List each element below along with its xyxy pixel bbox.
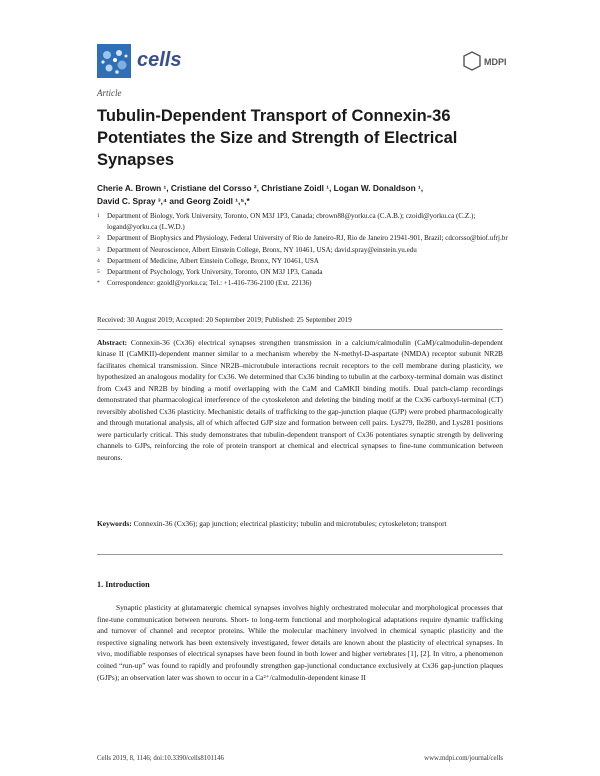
keywords <box>97 518 503 529</box>
intro-paragraph: Synaptic plasticity at glutamatergic chemical synapses involves highly orchestrated molecular and morphological processes that fine-tune communication between neurons. Short- to long-term functional and morphological adaptations require dynamic trafficking and turnover of channel and receptor proteins. While the molecular machinery involved in chemical synaptic plasticity and the respective signaling network has been extensively investigated, fewer details are known about the plasticity of electrical synapses. In vivo, modifiable responses of electrical synapses have been found in both lower and higher vertebrates [1], [2]. In vitro, a phenomenon coined “run-up” was found to rapidly and profoundly strengthen gap-junctional conductance exclusively at Cx36 gap-junction plaques (GJPs); an observation later was shown to occur in a Ca²⁺/calmodulin-dependent kinase II <box>97 603 503 682</box>
article-title: Tubulin-Dependent Transport of Connexin-36 Potentiates the Size and Strength of Electrical Synapses <box>97 107 458 169</box>
abstract-text: Connexin-36 (Cx36) electrical synapses strengthen transmission in a calcium/calmodulin (CaM)/calmodulin-dependent kinase II (CaMKII)-dependent manner similar to a mechanism whereby the N-methyl-D-aspartate (NMDA) receptor subunit NR2B facilitates chemical transmission. Since NR2B–microtubule interactions recruit receptors to the cell membrane during plasticity, we hypothesized an analogous modality for Cx36. We determined that Cx36 binding to tubulin at the carboxy-terminal domain was distinct from Cx43 and NR2B by binding a motif overlapping with the CaM and CaMKII binding motifs. Dual patch-clamp recordings demonstrated that pharmacological interference of the cytoskeleton and deleting the binding motif at the Cx36 carboxyl-terminal (CT) reversibly abolished Cx36 plasticity. Mechanistic details of trafficking to the gap-junction plaque (GJP) were probed pharmacologically and through mutational analysis, all of which affected GJP size and formation between cell pairs. Lys279, Ile280, and Lys281 positions were particularly critical. This study demonstrates that tubulin-dependent transport of Cx36 potentiates synaptic strength by delivering channels to GJPs, reinforcing the role of protein transport at chemical and electrical synapses to fine-tune communication between neurons. <box>97 338 504 462</box>
affiliation-number: 3 <box>97 246 100 253</box>
authors-line: David C. Spray ³,⁴ and Georg Zoidl ¹,⁵,* <box>97 196 250 206</box>
affiliation-text: Department of Psychology, York University, Toronto, ON M3J 1P3, Canada <box>107 268 323 277</box>
journal-logo-icon <box>97 44 131 78</box>
article-type-label: Article <box>97 88 122 98</box>
affiliation-item <box>97 233 517 244</box>
abstract-label: Abstract: <box>97 338 128 347</box>
journal-name: cells <box>137 49 182 71</box>
authors-line: Cherie A. Brown ¹, Cristiane del Corsso ², Christiane Zoidl ¹, Logan W. Donaldson ¹, <box>97 183 424 193</box>
affiliation-text: Department of Biophysics and Physiology, Federal University of Rio de Janeiro-RJ, Rio de Janeiro 21941-901, Brazil; cdcorsso@biof.ufrj.br <box>107 234 508 243</box>
affiliations <box>97 211 517 289</box>
affiliation-number: 4 <box>97 257 100 264</box>
svg-text:MDPI: MDPI <box>484 57 506 67</box>
correspondence-item <box>97 278 517 289</box>
affiliation-text: Department of Neuroscience, Albert Einstein College, Bronx, NY 10461, USA; david.spray@einstein.yu.edu <box>107 245 417 254</box>
footer-url[interactable]: www.mdpi.com/journal/cells <box>424 755 503 762</box>
mdpi-logo-icon <box>460 51 506 71</box>
affiliation-item <box>97 267 517 278</box>
affiliation-number: 5 <box>97 269 100 276</box>
affiliation-number: 1 <box>97 213 100 219</box>
divider <box>97 329 503 330</box>
affiliation-number: * <box>97 280 100 287</box>
affiliation-item <box>97 256 517 267</box>
keywords-text: Connexin-36 (Cx36); gap junction; electrical plasticity; tubulin and microtubules; cytoskeleton; transport <box>133 519 447 528</box>
section-heading: 1. Introduction <box>97 580 150 589</box>
affiliation-item <box>97 245 517 256</box>
keywords-label: Keywords: <box>97 519 132 528</box>
affiliation-text: Department of Biology, York University, Toronto, ON M3J 1P3, Canada; cbrown88@yorku.ca (C.A.B.); czoidl@yorku.ca (C.Z.); logand@yorku.ca (L.W.D.) <box>107 212 476 232</box>
author-list <box>97 182 517 208</box>
publication-dates: Received: 30 August 2019; Accepted: 20 September 2019; Published: 25 September 2019 <box>97 316 352 324</box>
divider <box>97 554 503 555</box>
correspondence-text: Correspondence: gzoidl@yorku.ca; Tel.: +1-416-736-2100 (Ext. 22136) <box>107 279 312 288</box>
footer-citation: Cells 2019, 8, 1146; doi:10.3390/cells8101146 <box>97 755 224 762</box>
abstract <box>97 337 503 463</box>
affiliation-item <box>97 211 517 233</box>
affiliation-text: Department of Medicine, Albert Einstein College, Bronx, NY 10461, USA <box>107 256 319 265</box>
affiliation-number: 2 <box>97 235 100 242</box>
